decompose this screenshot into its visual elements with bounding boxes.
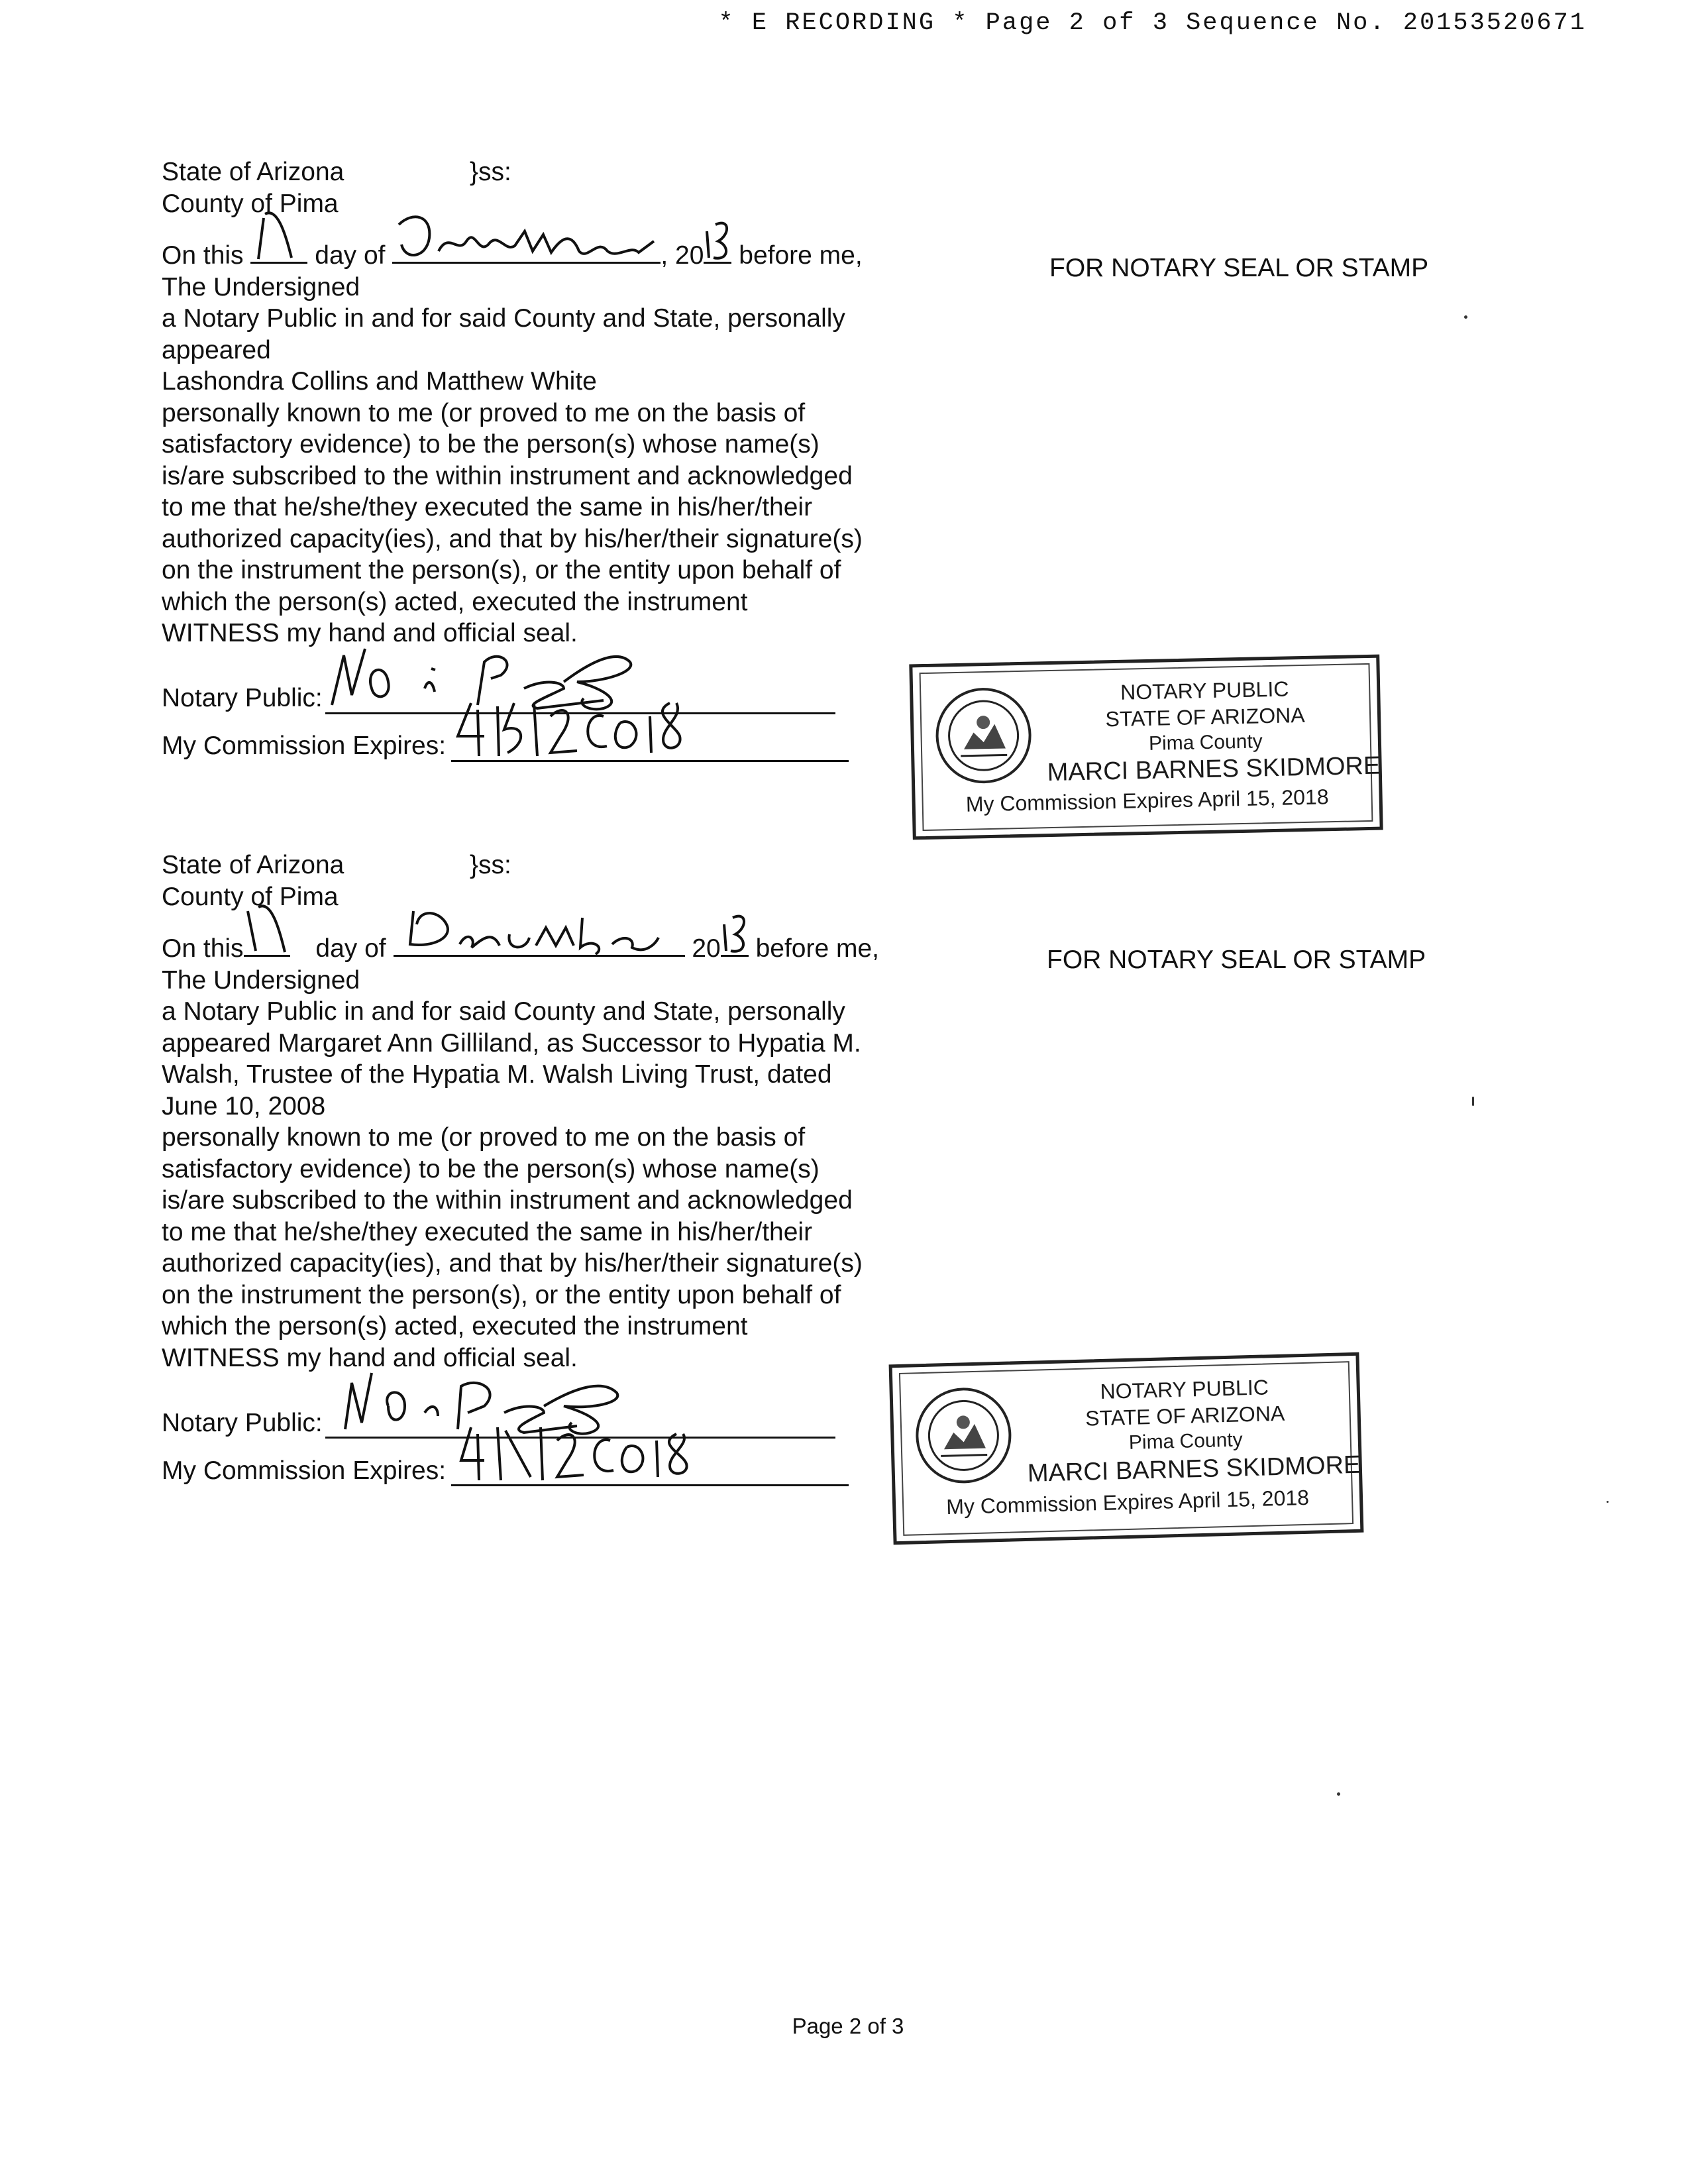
handwritten-year: [704, 205, 731, 264]
stamp-name: MARCI BARNES SKIDMORE: [1027, 1450, 1361, 1488]
on-this-text: On this: [162, 934, 244, 963]
body-line: which the person(s) acted, executed the instrument: [162, 1312, 748, 1340]
state-text: State of Arizona: [162, 851, 344, 879]
handwritten-month: [394, 898, 685, 957]
handwritten-day: [244, 898, 290, 957]
page-footer: Page 2 of 3: [792, 2014, 904, 2038]
ss-text: }ss:: [470, 851, 511, 879]
before-me-text: before me,: [739, 241, 863, 270]
arizona-seal-emblem: [912, 1384, 1014, 1486]
undersigned-line: The Undersigned: [162, 272, 360, 301]
ss-text: }ss:: [470, 158, 511, 186]
notary-stamp: [909, 655, 1383, 840]
body-line: on the instrument the person(s), or the entity upon behalf of: [162, 1280, 841, 1309]
body-line: WITNESS my hand and official seal.: [162, 1343, 578, 1372]
month-field: [392, 235, 661, 264]
appeared-line: Walsh, Trustee of the Hypatia M. Walsh Living Trust, dated: [162, 1060, 832, 1089]
year-field: [721, 928, 749, 957]
commission-row: [162, 1448, 917, 1486]
day-field: [244, 928, 290, 957]
month-field: [394, 928, 685, 957]
body-line: to me that he/she/they executed the same in his/her/their: [162, 1217, 813, 1246]
body-line: authorized capacity(ies), and that by his/her/their signature(s): [162, 524, 863, 553]
date-line: [162, 928, 917, 965]
acknowledgment-block-1: [162, 156, 917, 762]
year-prefix: 20: [692, 934, 721, 963]
notary-public-label: Notary Public:: [162, 684, 323, 712]
handwritten-month: [392, 205, 661, 264]
seal-placeholder-label: FOR NOTARY SEAL OR STAMP: [1049, 254, 1429, 282]
stamp-title: NOTARY PUBLIC: [1120, 677, 1289, 704]
body-line: personally known to me (or proved to me on the basis of: [162, 1123, 806, 1152]
stamp-county: Pima County: [1128, 1429, 1244, 1454]
body-line: on the instrument the person(s), or the entity upon behalf of: [162, 556, 841, 584]
scan-speck: [1472, 1097, 1474, 1106]
year-field: [704, 235, 731, 264]
before-me-text: before me,: [755, 934, 880, 963]
notary-line: a Notary Public in and for said County and State, personally: [162, 304, 845, 333]
county-line: County of Pima: [162, 882, 339, 911]
stamp-expiry: My Commission Expires April 15, 2018: [965, 785, 1329, 816]
notary-line: a Notary Public in and for said County and State, personally: [162, 997, 845, 1026]
commission-label: My Commission Expires:: [162, 732, 447, 760]
commission-field: [451, 734, 849, 762]
state-line: [162, 849, 917, 881]
body-line: satisfactory evidence) to be the person(s) whose name(s): [162, 430, 820, 459]
stamp-county: Pima County: [1148, 730, 1263, 755]
stamp-title: NOTARY PUBLIC: [1100, 1375, 1269, 1403]
year-prefix: 20: [675, 241, 704, 270]
appeared-line: Lashondra Collins and Matthew White: [162, 367, 597, 396]
body-line: is/are subscribed to the within instrument and acknowledged: [162, 1186, 853, 1215]
state-line: [162, 156, 917, 188]
commission-field: [451, 1458, 849, 1486]
on-this-text: On this: [162, 241, 244, 270]
scan-speck: [1607, 1501, 1609, 1503]
body-line: satisfactory evidence) to be the person(s) whose name(s): [162, 1154, 820, 1183]
day-of-text: day of: [315, 934, 386, 963]
stamp-state: STATE OF ARIZONA: [1085, 1401, 1285, 1431]
stamp-expiry: My Commission Expires April 15, 2018: [945, 1485, 1310, 1519]
body-line: to me that he/she/they executed the same in his/her/their: [162, 493, 813, 521]
notary-public-label: Notary Public:: [162, 1408, 323, 1437]
undersigned-line: The Undersigned: [162, 965, 360, 995]
commission-label: My Commission Expires:: [162, 1456, 447, 1485]
date-line: On this day of , 20 before me,: [162, 235, 917, 272]
commission-handwritten: [451, 690, 849, 763]
acknowledgment-block-2: [162, 849, 917, 1486]
scan-speck: [1464, 315, 1467, 319]
handwritten-day: [250, 205, 307, 264]
body-line: WITNESS my hand and official seal.: [162, 619, 578, 647]
recording-header: * E RECORDING * Page 2 of 3 Sequence No. 20153520671: [718, 9, 1587, 37]
county-line: County of Pima: [162, 189, 339, 218]
stamp-state: STATE OF ARIZONA: [1105, 702, 1305, 732]
appeared-line: appeared Margaret Ann Gilliland, as Successor to Hypatia M.: [162, 1028, 861, 1058]
commission-row: [162, 724, 917, 762]
state-text: State of Arizona: [162, 158, 344, 186]
body-line: which the person(s) acted, executed the instrument: [162, 587, 748, 616]
appeared-line: appeared: [162, 335, 271, 364]
body-line: personally known to me (or proved to me on the basis of: [162, 398, 806, 427]
body-line: authorized capacity(ies), and that by his/her/their signature(s): [162, 1249, 863, 1278]
commission-handwritten: [451, 1414, 849, 1487]
notary-stamp: [889, 1352, 1364, 1545]
day-field: [250, 235, 307, 264]
day-of-text: day of: [315, 241, 386, 270]
appeared-line: June 10, 2008: [162, 1091, 326, 1120]
seal-placeholder-label: FOR NOTARY SEAL OR STAMP: [1047, 946, 1426, 974]
body-line: is/are subscribed to the within instrument and acknowledged: [162, 461, 853, 490]
arizona-seal-emblem: [933, 685, 1034, 787]
scan-speck: [1337, 1792, 1340, 1796]
stamp-name: MARCI BARNES SKIDMORE: [1047, 751, 1381, 787]
handwritten-year: [721, 898, 749, 957]
